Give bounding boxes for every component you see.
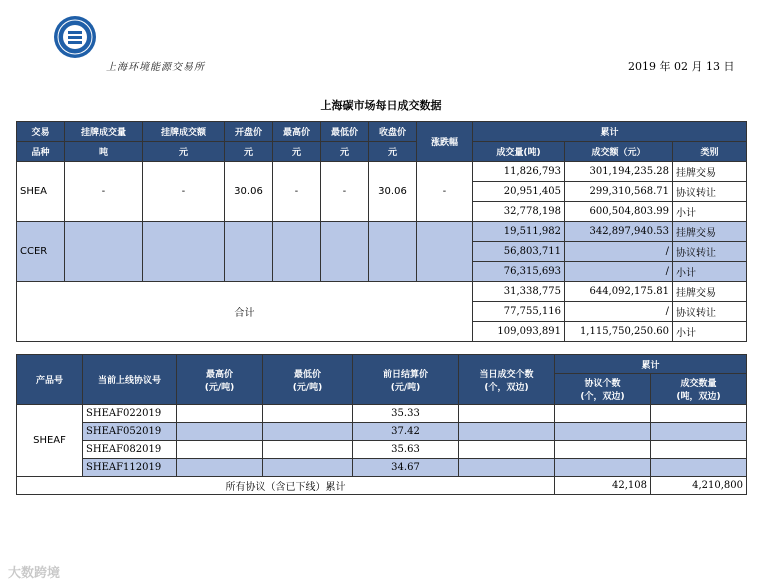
exchange-logo xyxy=(52,14,98,64)
product-name: SHEA xyxy=(17,162,65,222)
cum-amount: 644,092,175.81 xyxy=(565,282,673,302)
cum-volume: 56,803,711 xyxy=(473,242,565,262)
category: 协议转让 xyxy=(673,302,747,322)
empty-cell xyxy=(555,405,651,423)
org-name: 上海环境能源交易所 xyxy=(106,62,205,73)
page-title: 上海碳市场每日成交数据 xyxy=(320,99,442,112)
col-header: 元 xyxy=(273,142,321,162)
header-row-2 xyxy=(17,142,747,162)
cum-volume: 76,315,693 xyxy=(473,262,565,282)
footer-label: 所有协议（含已下线）累计 xyxy=(17,477,555,495)
report-date: 2019 年 02 月 13 日 xyxy=(628,60,735,73)
col-header-title: 最高价 xyxy=(205,369,233,380)
table-row xyxy=(17,423,747,441)
col-header: 类别 xyxy=(673,142,747,162)
col-header: 产品号 xyxy=(17,355,83,405)
col-header: 元 xyxy=(143,142,225,162)
col-header: 累计 xyxy=(473,122,747,142)
empty-cell xyxy=(459,405,555,423)
empty-cell xyxy=(263,423,353,441)
col-header: 收盘价 xyxy=(369,122,417,142)
empty-cell xyxy=(177,459,263,477)
empty-cell xyxy=(177,405,263,423)
cum-volume: 109,093,891 xyxy=(473,322,565,342)
category: 协议转让 xyxy=(673,182,747,202)
col-header: 挂牌成交量 xyxy=(65,122,143,142)
empty-cell xyxy=(459,441,555,459)
cum-amount: 600,504,803.99 xyxy=(565,202,673,222)
col-header xyxy=(263,355,353,405)
col-header: 元 xyxy=(369,142,417,162)
col-header-title: 最低价 xyxy=(293,369,321,380)
category: 小计 xyxy=(673,262,747,282)
cum-amount: / xyxy=(565,302,673,322)
col-header-unit: (元/吨) xyxy=(204,382,235,393)
empty-cell xyxy=(273,222,321,282)
col-header: 成交量(吨) xyxy=(473,142,565,162)
col-header: 成交额（元） xyxy=(565,142,673,162)
col-header xyxy=(555,374,651,405)
col-header-unit: (个，双边) xyxy=(484,382,529,393)
cum-amount: 342,897,940.53 xyxy=(565,222,673,242)
col-header-title: 成交数量 xyxy=(680,379,717,389)
total-label: 合计 xyxy=(17,282,473,342)
empty-cell xyxy=(143,222,225,282)
empty-cell xyxy=(177,423,263,441)
col-header xyxy=(353,355,459,405)
cum-amount: 1,115,750,250.60 xyxy=(565,322,673,342)
col-header: 挂牌成交额 xyxy=(143,122,225,142)
col-header-unit: (元/吨) xyxy=(292,382,323,393)
col-header-unit: (元/吨) xyxy=(390,382,421,393)
table-row xyxy=(17,162,747,182)
col-header xyxy=(177,355,263,405)
col-header: 涨跌幅 xyxy=(417,122,473,162)
exchange-logo-icon xyxy=(52,14,98,60)
col-header xyxy=(459,355,555,405)
cum-volume: 20,951,405 xyxy=(473,182,565,202)
category: 小计 xyxy=(673,202,747,222)
empty-cell xyxy=(651,441,747,459)
empty-cell xyxy=(555,441,651,459)
col-header-title: 协议个数 xyxy=(584,379,621,389)
empty-cell xyxy=(263,459,353,477)
product-name: CCER xyxy=(17,222,65,282)
cum-volume: 11,826,793 xyxy=(473,162,565,182)
cum-amount: / xyxy=(565,262,673,282)
empty-cell xyxy=(369,222,417,282)
contract-code: SHEAF112019 xyxy=(83,459,177,477)
cum-volume: 77,755,116 xyxy=(473,302,565,322)
watermark: 大数跨境 xyxy=(8,566,61,581)
empty-cell xyxy=(555,423,651,441)
empty-cell xyxy=(651,423,747,441)
cum-amount: 299,310,568.71 xyxy=(565,182,673,202)
col-header: 累计 xyxy=(555,355,747,374)
col-header: 交易 xyxy=(17,122,65,142)
settle-price: 35.33 xyxy=(353,405,459,423)
col-header: 吨 xyxy=(65,142,143,162)
empty-cell xyxy=(651,459,747,477)
empty-cell xyxy=(321,222,369,282)
table-row xyxy=(17,441,747,459)
settle-price: 37.42 xyxy=(353,423,459,441)
listed-amount: - xyxy=(143,162,225,222)
table-row xyxy=(17,282,747,302)
price-change: - xyxy=(417,162,473,222)
col-header-unit: (吨，双边) xyxy=(676,392,721,402)
col-header-title: 前日结算价 xyxy=(382,369,428,380)
col-header: 最低价 xyxy=(321,122,369,142)
col-header: 品种 xyxy=(17,142,65,162)
category: 挂牌交易 xyxy=(673,282,747,302)
empty-cell xyxy=(459,459,555,477)
cum-amount: / xyxy=(565,242,673,262)
cum-volume: 32,778,198 xyxy=(473,202,565,222)
deal-qty-total: 4,210,800 xyxy=(651,477,747,495)
col-header xyxy=(651,374,747,405)
product-name: SHEAF xyxy=(17,405,83,477)
empty-cell xyxy=(459,423,555,441)
col-header: 当前上线协议号 xyxy=(83,355,177,405)
category: 协议转让 xyxy=(673,242,747,262)
category: 挂牌交易 xyxy=(673,222,747,242)
cum-volume: 19,511,982 xyxy=(473,222,565,242)
forward-contract-table xyxy=(16,354,747,495)
empty-cell xyxy=(417,222,473,282)
cum-volume: 31,338,775 xyxy=(473,282,565,302)
listed-volume: - xyxy=(65,162,143,222)
settle-price: 34.67 xyxy=(353,459,459,477)
low-price: - xyxy=(321,162,369,222)
col-header: 开盘价 xyxy=(225,122,273,142)
agree-count-total: 42,108 xyxy=(555,477,651,495)
col-header: 最高价 xyxy=(273,122,321,142)
col-header: 元 xyxy=(321,142,369,162)
open-price: 30.06 xyxy=(225,162,273,222)
cum-amount: 301,194,235.28 xyxy=(565,162,673,182)
header-row-1 xyxy=(17,355,747,374)
empty-cell xyxy=(225,222,273,282)
close-price: 30.06 xyxy=(369,162,417,222)
table-row xyxy=(17,459,747,477)
empty-cell xyxy=(263,405,353,423)
daily-trading-table xyxy=(16,121,747,342)
contract-code: SHEAF052019 xyxy=(83,423,177,441)
table-row xyxy=(17,405,747,423)
high-price: - xyxy=(273,162,321,222)
col-header-title: 当日成交个数 xyxy=(479,369,534,380)
contract-code: SHEAF022019 xyxy=(83,405,177,423)
empty-cell xyxy=(177,441,263,459)
col-header: 元 xyxy=(225,142,273,162)
category: 挂牌交易 xyxy=(673,162,747,182)
empty-cell xyxy=(555,459,651,477)
col-header-unit: (个，双边) xyxy=(580,392,625,402)
empty-cell xyxy=(263,441,353,459)
contract-code: SHEAF082019 xyxy=(83,441,177,459)
settle-price: 35.63 xyxy=(353,441,459,459)
empty-cell xyxy=(65,222,143,282)
table-row xyxy=(17,222,747,242)
empty-cell xyxy=(651,405,747,423)
category: 小计 xyxy=(673,322,747,342)
header-row-1 xyxy=(17,122,747,142)
footer-row xyxy=(17,477,747,495)
